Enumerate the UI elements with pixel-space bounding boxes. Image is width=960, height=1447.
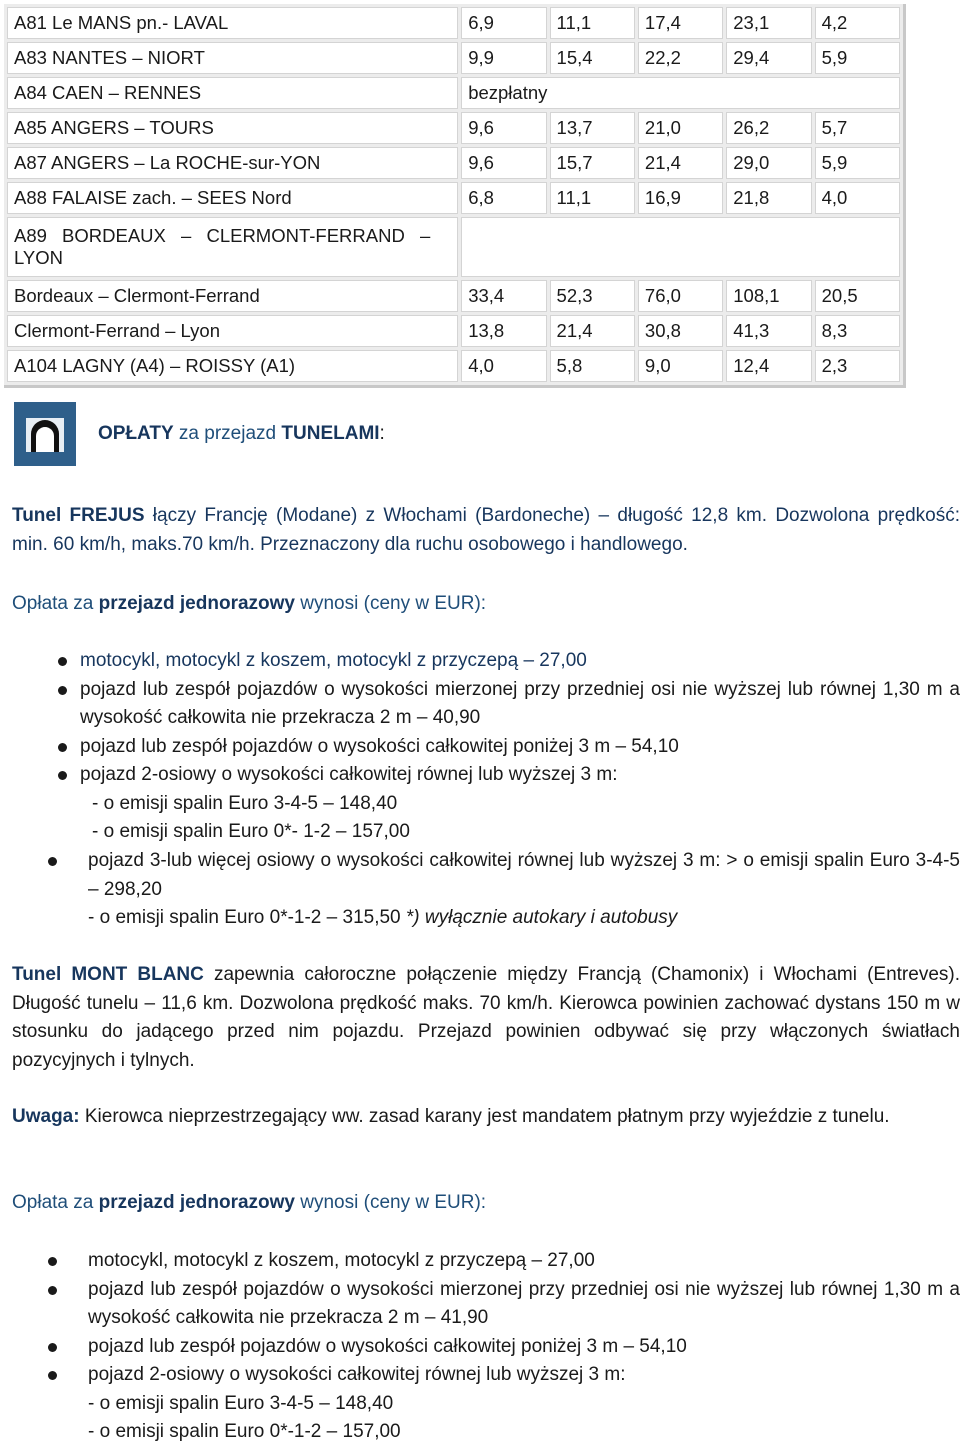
table-row [7, 350, 900, 382]
mont-blanc-fee-heading: Opłata za przejazd jednorazowy wynosi (ceny w EUR): [12, 1192, 487, 1213]
list-item: pojazd lub zespół pojazdów o wysokości całkowitej poniżej 3 m – 54,10 [0, 1333, 960, 1362]
tunnels-header [14, 402, 385, 466]
frejus-fee-list [0, 647, 960, 847]
route-cell: A104 LAGNY (A4) – ROISSY (A1) [7, 350, 458, 382]
price-cell: 9,0 [638, 350, 723, 382]
merged-cell: bezpłatny [461, 77, 900, 109]
price-cell: 29,0 [726, 147, 811, 179]
tunnels-title: OPŁATY za przejazd TUNELAMI: [98, 423, 385, 444]
list-item: pojazd 2-osiowy o wysokości całkowitej równej lub wyższej 3 m: [0, 1361, 960, 1390]
route-cell: Bordeaux – Clermont-Ferrand [7, 280, 458, 312]
mont-blanc-fee-list [0, 1247, 960, 1447]
table-row [7, 280, 900, 312]
price-cell: 6,8 [461, 182, 546, 214]
price-cell: 16,9 [638, 182, 723, 214]
price-cell: 33,4 [461, 280, 546, 312]
price-cell: 4,0 [815, 182, 900, 214]
list-item: motocykl, motocykl z koszem, motocykl z przyczepą – 27,00 [0, 1247, 960, 1276]
price-cell: 15,7 [550, 147, 635, 179]
list-subitem: - o emisji spalin Euro 3-4-5 – 148,40 [88, 1392, 394, 1414]
price-cell: 11,1 [550, 182, 635, 214]
price-cell: 4,0 [461, 350, 546, 382]
table-row [7, 217, 900, 277]
price-cell: 108,1 [726, 280, 811, 312]
price-cell: 8,3 [815, 315, 900, 347]
list-item: pojazd lub zespół pojazdów o wysokości całkowitej poniżej 3 m – 54,10 [0, 733, 960, 762]
list-item: pojazd lub zespół pojazdów o wysokości mierzonej przy przedniej osi nie wyższej lub równej 1,30 m a wysokość całkowita nie przekracza 2 m – 40,90 [0, 676, 960, 733]
list-item: pojazd 3-lub więcej osiowy o wysokości całkowitej równej lub wyższej 3 m: > o emisji spalin Euro 3-4-5 – 298,20 [0, 847, 960, 904]
route-cell: Clermont-Ferrand – Lyon [7, 315, 458, 347]
frejus-fee-heading: Opłata za przejazd jednorazowy wynosi (ceny w EUR): [12, 593, 487, 614]
price-cell: 21,4 [638, 147, 723, 179]
price-cell: 30,8 [638, 315, 723, 347]
price-cell: 22,2 [638, 42, 723, 74]
toll-table [4, 4, 906, 388]
price-cell: 13,8 [461, 315, 546, 347]
price-cell: 52,3 [550, 280, 635, 312]
route-cell: A81 Le MANS pn.- LAVAL [7, 7, 458, 39]
price-cell: 5,9 [815, 147, 900, 179]
tunnel-icon [14, 402, 76, 466]
price-cell: 13,7 [550, 112, 635, 144]
price-cell: 9,6 [461, 112, 546, 144]
price-cell: 41,3 [726, 315, 811, 347]
route-cell: A87 ANGERS – La ROCHE-sur-YON [7, 147, 458, 179]
price-cell: 11,1 [550, 7, 635, 39]
price-cell: 9,9 [461, 42, 546, 74]
merged-cell [461, 217, 900, 277]
price-cell: 26,2 [726, 112, 811, 144]
list-subitem: - o emisji spalin Euro 3-4-5 – 148,40 [92, 792, 398, 814]
price-cell: 21,8 [726, 182, 811, 214]
mont-blanc-note: Uwaga: Kierowca nieprzestrzegający ww. zasad karany jest mandatem płatnym przy wyjeździe z tunelu. [12, 1106, 890, 1127]
list-subitem: - o emisji spalin Euro 0*-1-2 – 157,00 [88, 1421, 401, 1442]
frejus-fee-list-2 [0, 847, 960, 933]
table-row [7, 182, 900, 214]
mont-blanc-description: Tunel MONT BLANC zapewnia całoroczne połączenie między Francją (Chamonix) i Włochami (Entreves). Długość tunelu – 11,6 km. Dozwolona prędkość maks. 70 km/h. Kierowca powinien zachować dystans 150 m w stosunku do jadącego przed nim pojazdu. Przejazd powinien odbywać się przy włączonych światłach pozycyjnych i tylnych. [12, 964, 960, 1071]
list-subitem: - o emisji spalin Euro 0*- 1-2 – 157,00 [92, 821, 410, 842]
list-item: motocykl, motocykl z koszem, motocykl z przyczepą – 27,00 [0, 647, 960, 676]
list-item: pojazd 2-osiowy o wysokości całkowitej równej lub wyższej 3 m: [0, 761, 960, 790]
frejus-description: Tunel FREJUS łączy Francję (Modane) z Włochami (Bardoneche) – długość 12,8 km. Dozwolona prędkość: min. 60 km/h, maks.70 km/h. Przeznaczony dla ruchu osobowego i handlowego. [12, 505, 960, 555]
route-cell: A85 ANGERS – TOURS [7, 112, 458, 144]
price-cell: 21,4 [550, 315, 635, 347]
table-row [7, 77, 900, 109]
price-cell: 12,4 [726, 350, 811, 382]
price-cell: 17,4 [638, 7, 723, 39]
table-row [7, 112, 900, 144]
price-cell: 4,2 [815, 7, 900, 39]
price-cell: 15,4 [550, 42, 635, 74]
price-cell: 29,4 [726, 42, 811, 74]
list-item: pojazd lub zespół pojazdów o wysokości mierzonej przy przedniej osi nie wyższej lub równej 1,30 m a wysokość całkowita nie przekracza 2 m – 41,90 [0, 1276, 960, 1333]
price-cell: 5,8 [550, 350, 635, 382]
list-subitem: - o emisji spalin Euro 0*-1-2 – 315,50 *) wyłącznie autokary i autobusy [88, 907, 678, 928]
price-cell: 21,0 [638, 112, 723, 144]
route-cell: A83 NANTES – NIORT [7, 42, 458, 74]
price-cell: 6,9 [461, 7, 546, 39]
price-cell: 20,5 [815, 280, 900, 312]
route-cell: A84 CAEN – RENNES [7, 77, 458, 109]
price-cell: 23,1 [726, 7, 811, 39]
price-cell: 5,9 [815, 42, 900, 74]
table-row [7, 315, 900, 347]
price-cell: 5,7 [815, 112, 900, 144]
table-row [7, 7, 900, 39]
route-cell: A89 BORDEAUX – CLERMONT-FERRAND – LYON [7, 217, 458, 277]
price-cell: 9,6 [461, 147, 546, 179]
table-row [7, 147, 900, 179]
route-cell: A88 FALAISE zach. – SEES Nord [7, 182, 458, 214]
price-cell: 76,0 [638, 280, 723, 312]
table-row [7, 42, 900, 74]
price-cell: 2,3 [815, 350, 900, 382]
